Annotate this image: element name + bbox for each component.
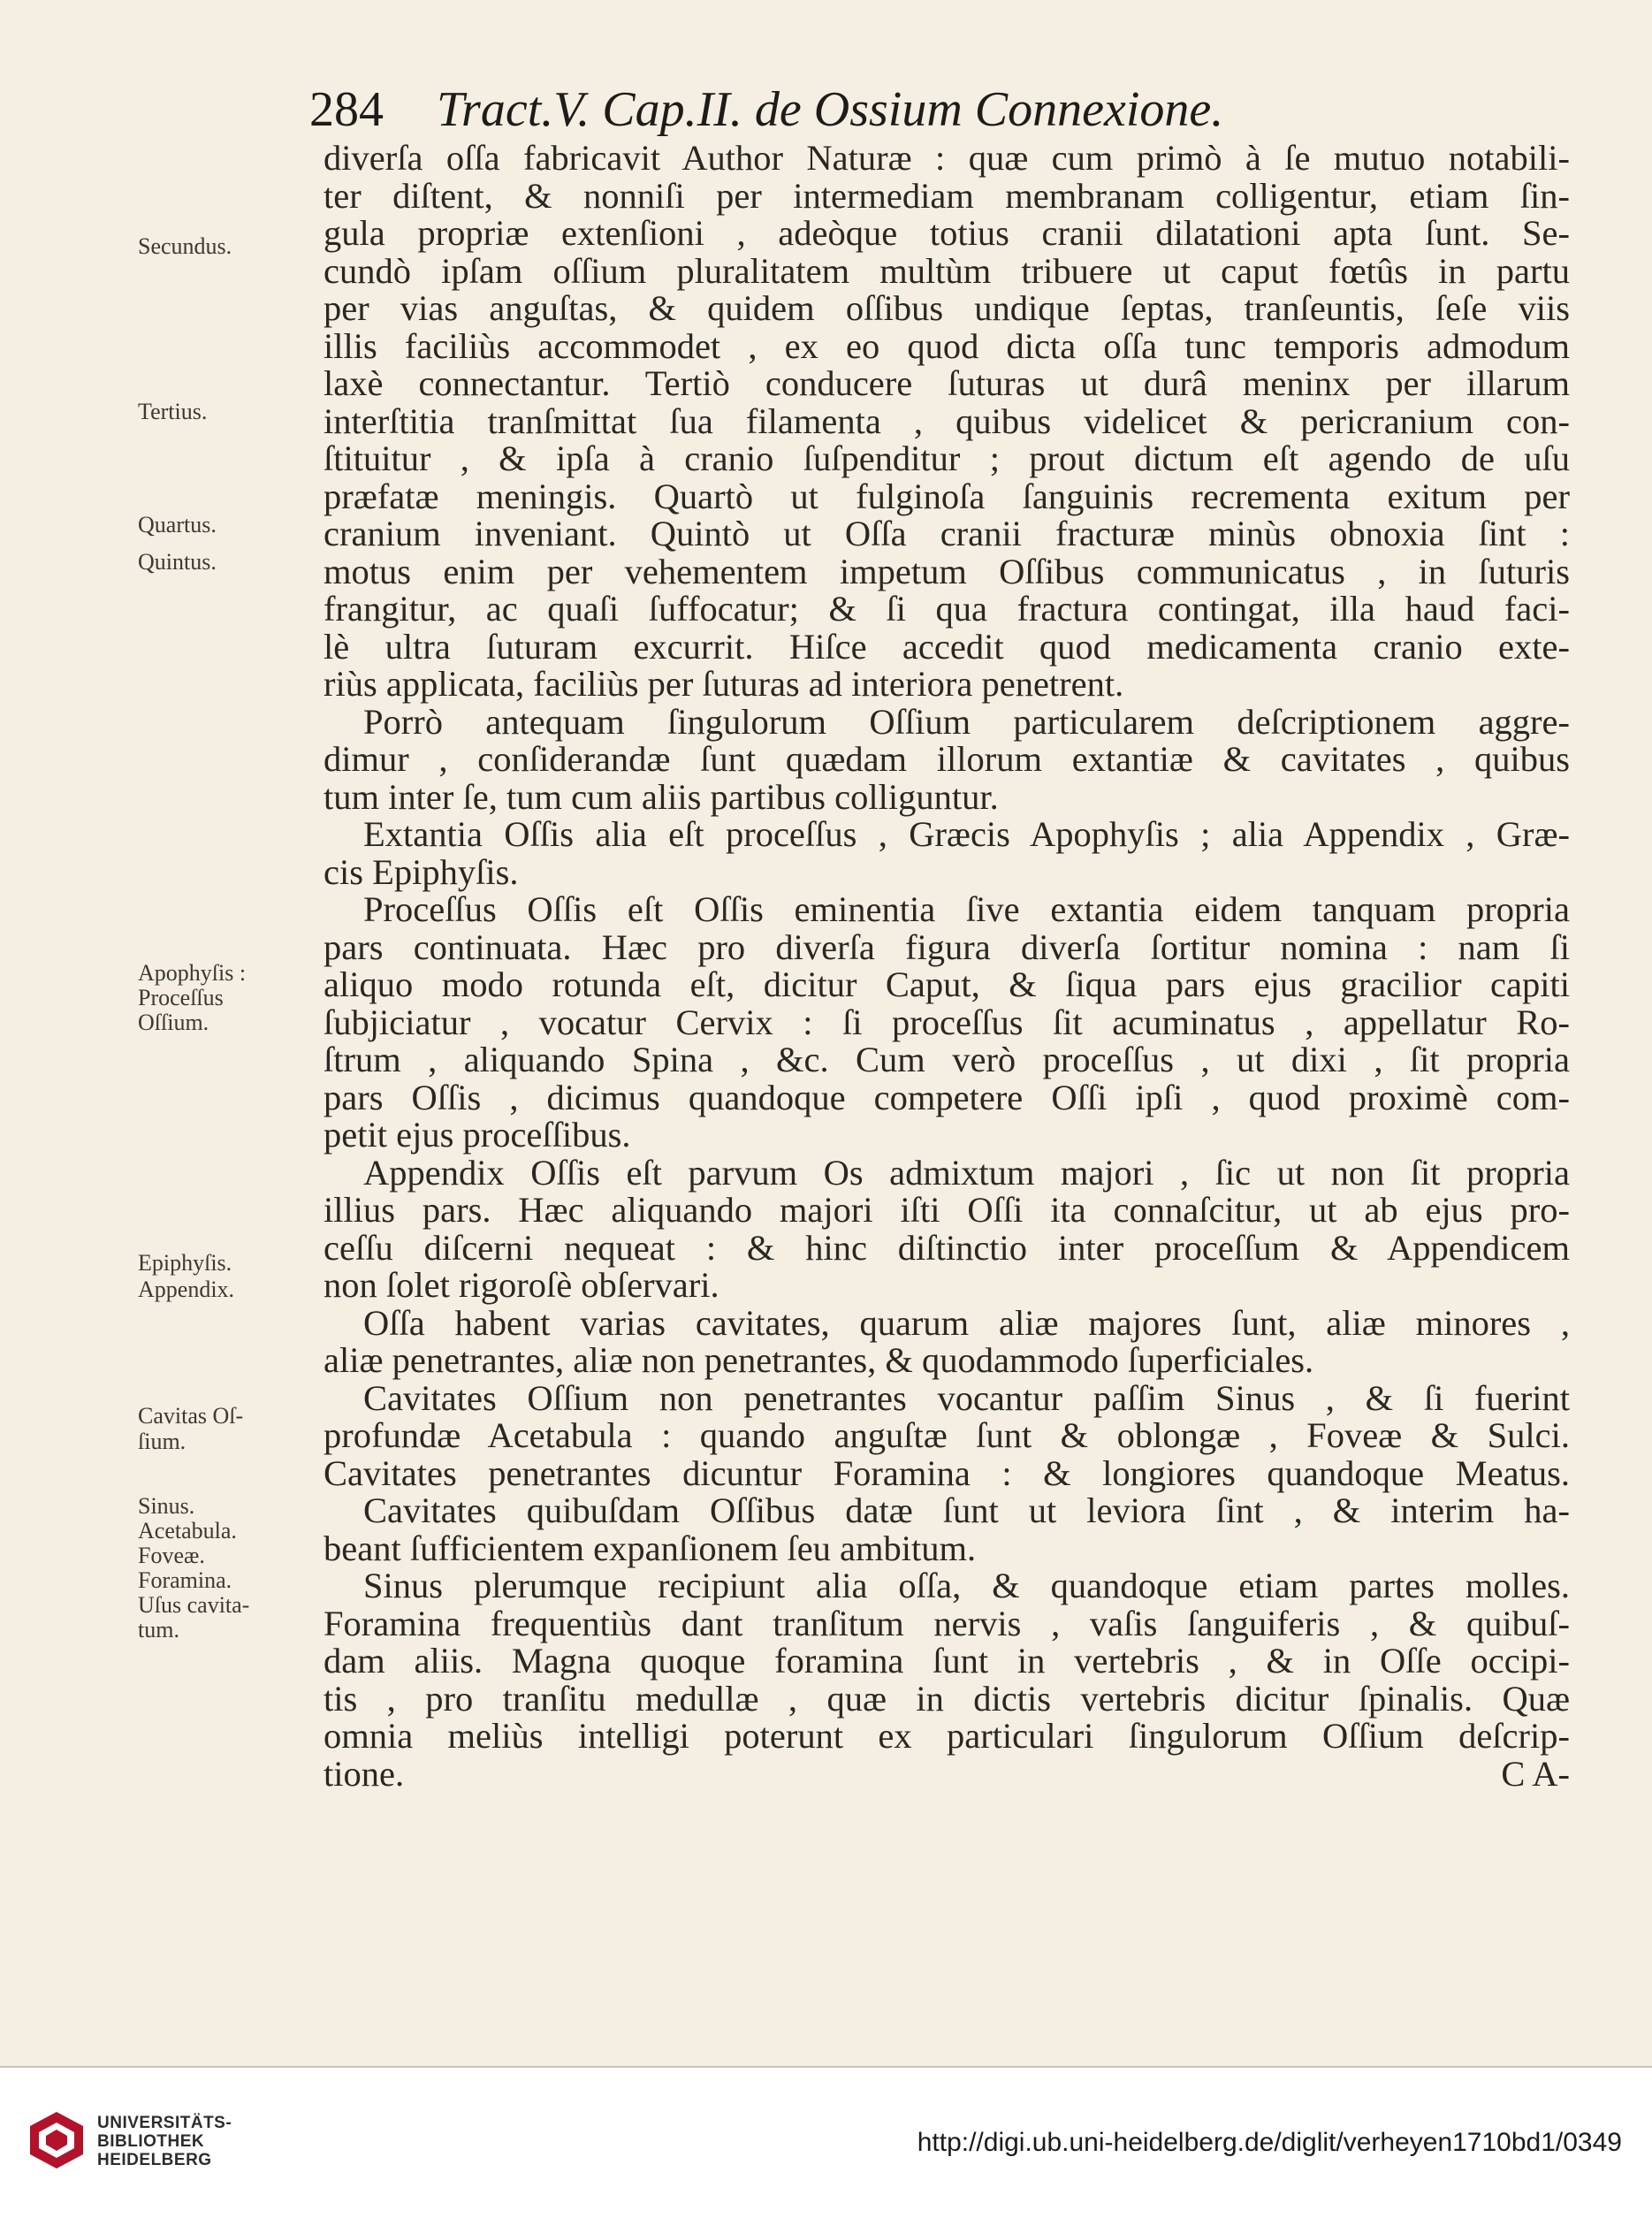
library-name-line: UNIVERSITÄTS-	[97, 2114, 232, 2132]
text-line: Cavitates quibuſdam Oſſibus datæ ſunt ut leviora ſint , & interim ha-	[363, 1490, 1570, 1530]
margin-note: Proceſſus	[138, 985, 224, 1010]
footer-divider	[0, 2066, 1652, 2068]
text-line: Cavitates penetrantes dicuntur Foramina : & longiores quandoque Meatus.	[324, 1452, 1570, 1493]
text-line: lè ultra ſuturam excurrit. Hiſce accedit quod medicamenta cranio exte-	[324, 626, 1570, 667]
page-header	[309, 81, 1547, 145]
margin-note: Quartus.	[138, 512, 217, 537]
text-line: tis , pro tranſitu medullæ , quæ in dictis vertebris dicitur ſpinalis. Quæ	[324, 1678, 1570, 1719]
text-line: ſtrum , aliquando Spina , &c. Cum verò proceſſus , ut dixi , ſit propria	[324, 1040, 1570, 1079]
university-library-logo-icon	[27, 2110, 87, 2170]
text-line: Cavitates Oſſium non penetrantes vocantur paſſim Sinus , & ſi fuerint	[363, 1377, 1570, 1418]
library-name-line: BIBLIOTHEK	[97, 2132, 205, 2151]
text-line: ter diſtent, & nonniſi per intermediam membranam colligentur, etiam ſin-	[324, 175, 1570, 216]
text-line: illius pars. Hæc aliquando majori iſti Oſſi ita connaſcitur, ut ab ejus pro-	[324, 1190, 1570, 1230]
text-line: omnia meliùs intelligi poterunt ex particulari ſingulorum Oſſium deſcrip-	[324, 1716, 1570, 1756]
margin-note: tum.	[138, 1617, 179, 1643]
text-line: laxè connectantur. Tertiò conducere ſuturas ut durâ meninx per illarum	[324, 363, 1570, 403]
margin-note: ſium.	[138, 1429, 187, 1454]
margin-note: Foramina.	[138, 1567, 232, 1593]
last-text-line: tione.	[324, 1753, 405, 1794]
text-line: aliæ penetrantes, aliæ non penetrantes, & quodammodo ſuperficiales.	[324, 1340, 1314, 1380]
text-line: præfatæ meningis. Quartò ut fulginoſa ſanguinis recrementa exitum per	[324, 476, 1570, 516]
text-line: beant ſufficientem expanſionem ſeu ambitum.	[324, 1528, 977, 1568]
running-title: Tract.V. Cap.II. de Ossium Connexione.	[437, 82, 1224, 137]
text-line: ceſſu diſcerni nequeat : & hinc diſtinctio inter proceſſum & Appendicem	[324, 1227, 1570, 1268]
margin-note: Acetabula.	[138, 1518, 237, 1543]
text-line: non ſolet rigoroſè obſervari.	[324, 1265, 719, 1305]
text-line: Appendix Oſſis eſt parvum Os admixtum majori , ſic ut non ſit propria	[363, 1152, 1570, 1193]
text-line: profundæ Acetabula : quando anguſtæ ſunt & oblongæ , Foveæ & Sulci.	[324, 1415, 1570, 1455]
text-line: riùs applicata, faciliùs per ſuturas ad interiora penetrent.	[324, 664, 1124, 704]
source-url[interactable]: http://digi.ub.uni-heidelberg.de/diglit/verheyen1710bd1/0349	[917, 2128, 1622, 2157]
margin-note: Oſſium.	[138, 1010, 209, 1035]
text-line: ſtituitur , & ipſa à cranio ſuſpenditur ; prout dictum eſt agendo de uſu	[324, 438, 1570, 478]
catchword: C A-	[1501, 1753, 1570, 1794]
margin-note: Tertius.	[138, 399, 208, 424]
margin-note: Apophyſis :	[138, 960, 247, 986]
text-line: pars continuata. Hæc pro diverſa figura diverſa ſortitur nomina : nam ſi	[324, 926, 1570, 967]
text-line: Sinus plerumque recipiunt alia oſſa, & quandoque etiam partes molles.	[363, 1566, 1570, 1605]
text-line: Oſſa habent varias cavitates, quarum aliæ majores ſunt, aliæ minores ,	[363, 1302, 1570, 1343]
text-line: motus enim per vehementem impetum Oſſibus communicatus , in ſuturis	[324, 551, 1570, 591]
library-name-line: HEIDELBERG	[97, 2151, 212, 2169]
text-line: frangitur, ac quaſi ſuffocatur; & ſi qua fractura contingat, illa haud faci-	[324, 589, 1570, 629]
text-line: Extantia Oſſis alia eſt proceſſus , Græcis Apophyſis ; alia Appendix , Græ-	[363, 814, 1570, 854]
text-line: illis faciliùs accommodet , ex eo quod dicta oſſa tunc temporis admodum	[324, 325, 1570, 366]
margin-note: Appendix.	[138, 1277, 235, 1302]
text-line: gula propriæ extenſioni , adeòque totius cranii dilatationi apta ſunt. Se-	[324, 213, 1570, 253]
text-line: per vias anguſtas, & quidem oſſibus undique ſeptas, tranſeuntis, ſeſe viis	[324, 288, 1570, 328]
text-line: Proceſſus Oſſis eſt Oſſis eminentia ſive extantia eidem tanquam propria	[363, 889, 1570, 929]
text-line: ſubjiciatur , vocatur Cervix : ſi proceſſus ſit acuminatus , appellatur Ro-	[324, 1002, 1570, 1042]
margin-note: Foveæ.	[138, 1543, 205, 1568]
margin-note: Epiphyſis.	[138, 1250, 232, 1276]
library-name	[97, 2114, 232, 2169]
text-line: dam aliis. Magna quoque foramina ſunt in vertebris , & in Oſſe occipi-	[324, 1641, 1570, 1681]
text-line: Porrò antequam ſingulorum Oſſium particularem deſcriptionem aggre-	[363, 701, 1570, 742]
page-number: 284	[309, 82, 384, 137]
text-line: aliquo modo rotunda eſt, dicitur Caput, & ſiqua pars ejus gracilior capiti	[324, 964, 1570, 1004]
text-line-with-catchword	[324, 1753, 1570, 1794]
body-text	[324, 140, 1570, 1793]
text-line: diverſa oſſa fabricavit Author Naturæ : quæ cum primò à ſe mutuo notabili-	[324, 138, 1570, 178]
margin-note: Sinus.	[138, 1493, 195, 1519]
text-line: cis Epiphyſis.	[324, 851, 519, 892]
text-line: cranium inveniant. Quintò ut Oſſa cranii fracturæ minùs obnoxia ſint :	[324, 514, 1570, 553]
viewer-footer	[0, 2066, 1652, 2218]
text-line: tum inter ſe, tum cum aliis partibus colliguntur.	[324, 776, 999, 817]
margin-note: Uſus cavita-	[138, 1592, 250, 1618]
text-line: interſtitia tranſmittat ſua filamenta , quibus videlicet & pericranium con-	[324, 400, 1570, 441]
text-line: Foramina frequentiùs dant tranſitum nervis , vaſis ſanguiferis , & quibuſ-	[324, 1603, 1570, 1643]
text-line: pars Oſſis , dicimus quandoque competere Oſſi ipſi , quod proximè com-	[324, 1077, 1570, 1117]
text-line: petit ejus proceſſibus.	[324, 1115, 631, 1155]
margin-note: Quintus.	[138, 549, 217, 575]
text-line: dimur , conſiderandæ ſunt quædam illorum extantiæ & cavitates , quibus	[324, 739, 1570, 779]
margin-note: Secundus.	[138, 233, 232, 259]
margin-note: Cavitas Oſ-	[138, 1403, 244, 1429]
text-line: cundò ipſam oſſium pluralitatem multùm tribuere ut caput fœtûs in partu	[324, 250, 1570, 291]
